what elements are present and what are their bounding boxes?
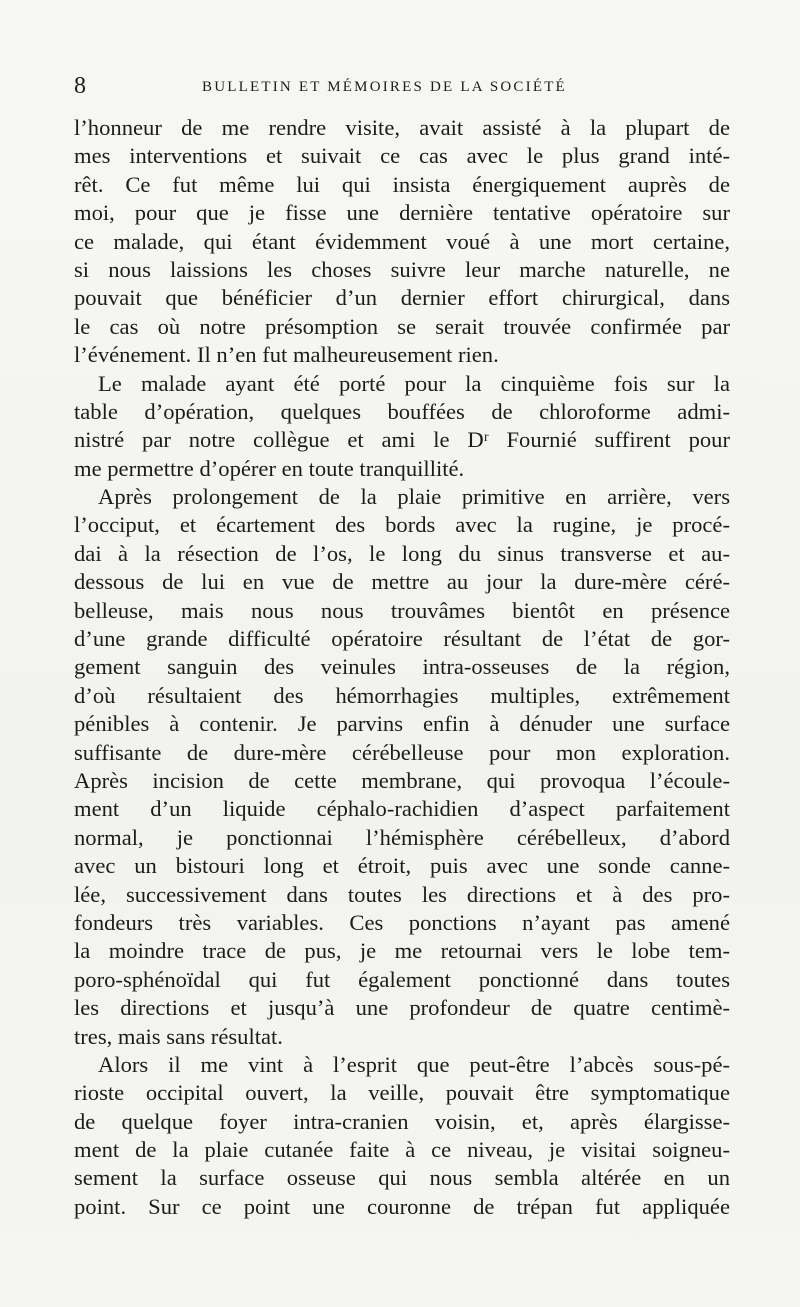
text-line: l’occiput, et écartement des bords avec la rugine, je procé- [74, 512, 730, 538]
text-line: tres, mais sans résultat. [74, 1023, 283, 1049]
text-line: l’événement. Il n’en fut malheureusement rien. [74, 342, 499, 368]
text-line: le cas où notre présomption se serait trouvée confirmée par [74, 313, 730, 339]
text-line: gement sanguin des veinules intra-osseuses de la région, [74, 654, 730, 680]
body-text [74, 114, 730, 1221]
text-line: de quelque foyer intra-cranien voisin, et, après élargisse- [74, 1108, 730, 1134]
text-line: la moindre trace de pus, je me retournai vers le lobe tem- [74, 938, 730, 964]
text-line: pouvait que bénéficier d’un dernier effort chirurgical, dans [74, 285, 730, 311]
paragraph-4 [74, 1051, 730, 1221]
text-line: ment de la plaie cutanée faite à ce niveau, je visitai soigneu- [74, 1137, 730, 1163]
text-line: sement la surface osseuse qui nous sembla altérée en un [74, 1165, 730, 1191]
text-line: Après incision de cette membrane, qui provoqua l’écoule- [74, 767, 730, 793]
text-line: d’où résultaient des hémorrhagies multiples, extrêmement [74, 682, 730, 708]
text-line: point. Sur ce point une couronne de trépan fut appliquée [74, 1193, 730, 1219]
text-line: fondeurs très variables. Ces ponctions n’ayant pas amené [74, 909, 730, 935]
paragraph-2 [74, 370, 730, 484]
text-line: dessous de lui en vue de mettre au jour la dure-mère céré- [74, 569, 730, 595]
text-line: pénibles à contenir. Je parvins enfin à dénuder une surface [74, 711, 730, 737]
paragraph-3 [74, 483, 730, 1051]
text-line: rioste occipital ouvert, la veille, pouvait être symptomatique [74, 1080, 730, 1106]
text-line: mes interventions et suivait ce cas avec le plus grand inté- [74, 143, 730, 169]
text-line: Le malade ayant été porté pour la cinquième fois sur la [98, 370, 730, 396]
text-line: Après prolongement de la plaie primitive en arrière, vers [98, 484, 730, 510]
text-line: me permettre d’opérer en toute tranquillité. [74, 455, 465, 481]
text-line: d’une grande difficulté opératoire résultant de l’état de gor- [74, 626, 730, 652]
text-line: dai à la résection de l’os, le long du sinus transverse et au- [74, 540, 730, 566]
text-line: suffisante de dure-mère cérébelleuse pour mon exploration. [74, 739, 730, 765]
running-title: BULLETIN ET MÉMOIRES DE LA SOCIÉTÉ [202, 79, 567, 95]
text-line: ce malade, qui étant évidemment voué à une mort certaine, [74, 228, 730, 254]
text-line: l’honneur de me rendre visite, avait assisté à la plupart de [74, 115, 730, 140]
text-line: nistré par notre collègue et ami le Dʳ Fournié suffirent pour [74, 427, 730, 453]
text-line: table d’opération, quelques bouffées de chloroforme admi- [74, 398, 730, 424]
text-line: rêt. Ce fut même lui qui insista énergiquement auprès de [74, 171, 730, 197]
running-head [74, 72, 730, 100]
text-line: avec un bistouri long et étroit, puis avec une sonde canne- [74, 853, 730, 879]
text-line: belleuse, mais nous nous trouvâmes bientôt en présence [74, 597, 730, 623]
text-line: moi, pour que je fisse une dernière tentative opératoire sur [74, 200, 730, 226]
text-line: les directions et jusqu’à une profondeur de quatre centimè- [74, 995, 730, 1021]
text-line: normal, je ponctionnai l’hémisphère cérébelleux, d’abord [74, 824, 730, 850]
paragraph-1 [74, 114, 730, 370]
page-number: 8 [74, 73, 86, 99]
text-line: lée, successivement dans toutes les directions et à des pro- [74, 881, 730, 907]
text-line: poro-sphénoïdal qui fut également ponctionné dans toutes [74, 966, 730, 992]
text-line: si nous laissions les choses suivre leur marche naturelle, ne [74, 256, 730, 282]
text-line: Alors il me vint à l’esprit que peut-être l’abcès sous-pé- [98, 1051, 730, 1077]
text-line: ment d’un liquide céphalo-rachidien d’aspect parfaitement [74, 796, 730, 822]
